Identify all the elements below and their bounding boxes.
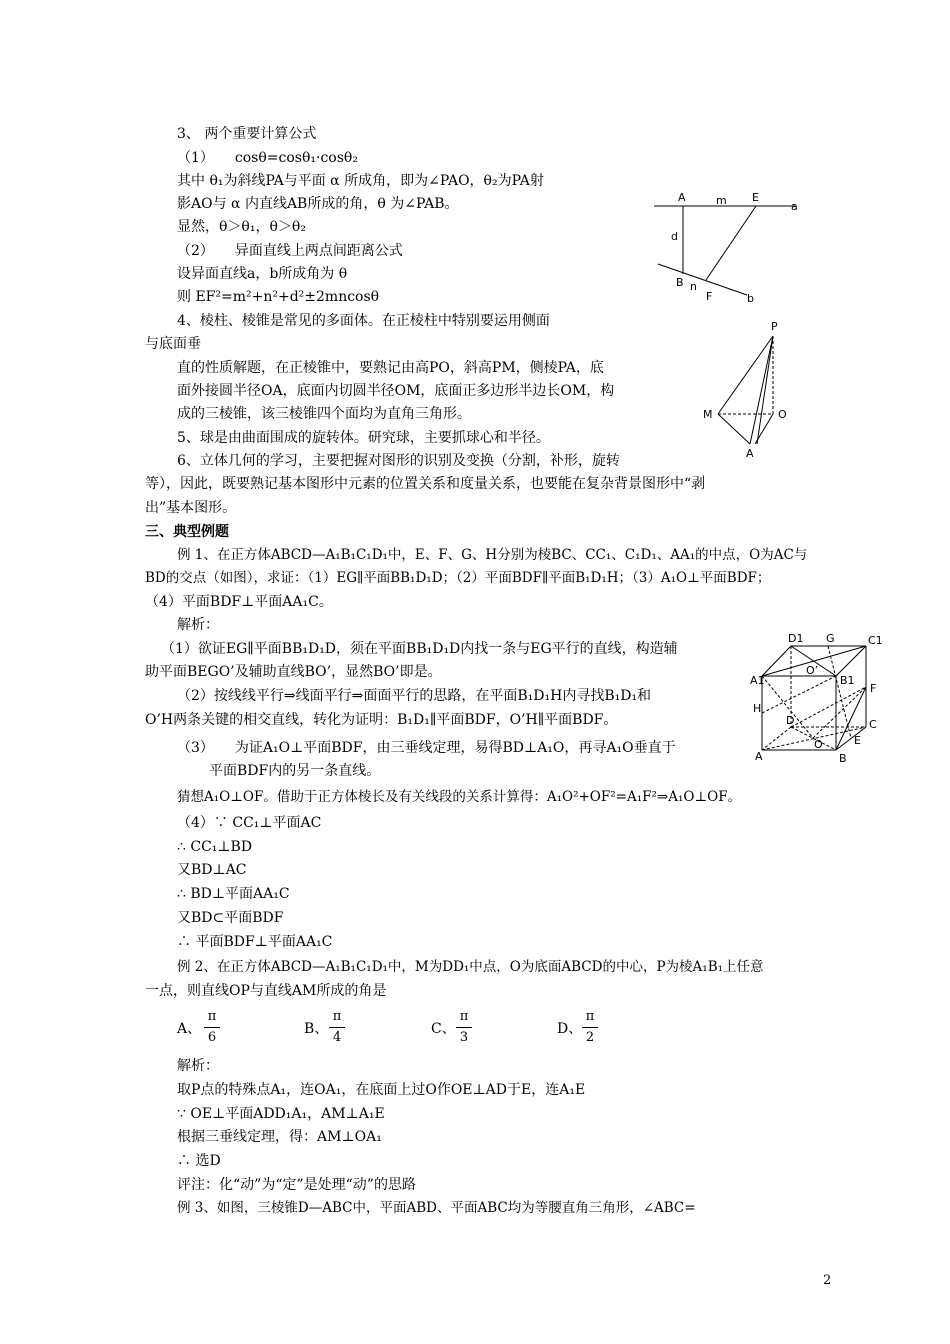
example-1: 例 1、在正方体ABCD—A₁B₁C₁D₁中，E、F、G、H分别为棱BC、CC₁、C₁D₁、AA₁的中点，O为AC与 <box>177 547 808 563</box>
text-line: 显然，θ＞θ₁，θ＞θ₂ <box>177 219 306 235</box>
solution-line: O’H两条关键的相交直线，转化为证明：B₁D₁∥平面BDF，O’H∥平面BDF。 <box>145 712 618 728</box>
label-a-point: A <box>678 191 686 204</box>
label-h: H <box>753 702 762 715</box>
text-line: 与底面垂 <box>145 336 201 352</box>
label-f: F <box>870 682 877 695</box>
example-2: 例 2、在正方体ABCD—A₁B₁C₁D₁中，M为DD₁中点，O为底面ABCD的中心，P为棱A₁B₁上任意 <box>177 959 764 975</box>
example-1-cont: BD的交点（如图），求证：（1）EG∥平面BB₁D₁D；（2）平面BDF∥平面B₁D₁H；（3）A₁O⊥平面BDF； <box>145 570 771 586</box>
label-n: n <box>690 280 697 293</box>
label-d1: D1 <box>788 632 804 645</box>
text-line: 直的性质解题，在正棱锥中，要熟记由高PO，斜高PM，侧棱PA，底 <box>177 360 604 376</box>
label-a: A <box>746 447 754 460</box>
label-m: M <box>703 408 713 421</box>
solution-line: ∵ OE⊥平面ADD₁A₁，AM⊥A₁E <box>177 1106 385 1122</box>
remark-line: 评注：化“动”为“定”是处理“动”的思路 <box>177 1177 416 1193</box>
solution-line: 助平面BEGO’及辅助直线BO’，显然BO’即是。 <box>145 664 442 680</box>
label-o: O <box>814 738 823 751</box>
label-f: F <box>706 290 713 303</box>
text-line: 6、立体几何的学习，主要把握对图形的识别及变换（分割，补形，旋转 <box>177 453 620 469</box>
text-line: 面外接圆半径OA，底面内切圆半径OM，底面正多边形半边长OM，构 <box>177 383 615 399</box>
solution-line: ∴ 选D <box>177 1153 221 1169</box>
label-a1: A1 <box>750 674 765 687</box>
choice-c-fraction: π 3 <box>454 1008 474 1047</box>
label-d: d <box>671 230 678 243</box>
solution-line: （3） 为证A₁O⊥平面BDF，由三垂线定理，易得BD⊥A₁O，再寻A₁O垂直于 <box>177 740 676 756</box>
label-m: m <box>716 194 727 207</box>
solution-line: （2）按线线平行⇒线面平行⇒面面平行的思路，在平面B₁D₁H内寻找B₁D₁和 <box>177 688 652 704</box>
choice-b-label: B、 <box>304 1021 329 1037</box>
label-d: D <box>786 714 795 727</box>
choice-b-fraction: π 4 <box>327 1008 347 1047</box>
label-o: O <box>778 408 787 421</box>
proof-line: （4）∵ CC₁⊥平面AC <box>177 815 322 831</box>
label-p: P <box>771 320 778 333</box>
proof-line: ∴ 平面BDF⊥平面AA₁C <box>177 934 333 950</box>
example-1-cont: （4）平面BDF⊥平面AA₁C。 <box>145 594 333 610</box>
choice-c-label: C、 <box>431 1021 456 1037</box>
solution-line: 猜想A₁O⊥OF。借助于正方体棱长及有关线段的关系计算得：A₁O²+OF²=A₁F²⇒A₁O⊥OF。 <box>177 789 742 805</box>
formula-1: （1） cosθ=cosθ₁·cosθ₂ <box>177 150 358 166</box>
text-line: 4、棱柱、棱锥是常见的多面体。在正棱柱中特别要运用侧面 <box>177 313 550 329</box>
solution-line: 平面BDF内的另一条直线。 <box>209 763 381 779</box>
page-number: 2 <box>823 1273 832 1288</box>
label-b1: B1 <box>840 674 855 687</box>
text-line: 出”基本图形。 <box>145 500 237 516</box>
formula-heading: 3、 两个重要计算公式 <box>177 126 317 142</box>
section-heading: 三、典型例题 <box>145 524 229 540</box>
choice-d-fraction: π 2 <box>580 1008 600 1047</box>
label-c: C <box>869 718 877 731</box>
text-line: 其中 θ₁为斜线PA与平面 α 所成角，即为∠PAO，θ₂为PA射 <box>177 173 544 189</box>
cube-figure <box>750 632 890 772</box>
text-line: 5、球是由曲面围成的旋转体。研究球，主要抓球心和半径。 <box>177 430 550 446</box>
label-e: E <box>854 734 861 747</box>
proof-line: ∴ BD⊥平面AA₁C <box>177 886 290 902</box>
text-line: 成的三棱锥，该三棱锥四个面均为直角三角形。 <box>177 406 471 422</box>
solution-line: （1）欲证EG∥平面BB₁D₁D，须在平面BB₁D₁D内找一条与EG平行的直线，构造辅 <box>161 641 678 657</box>
label-line-a: a <box>791 200 798 213</box>
label-a: A <box>755 750 763 763</box>
example-2-cont: 一点，则直线OP与直线AM所成的角是 <box>145 983 387 999</box>
label-g: G <box>826 632 835 645</box>
segment-ef <box>706 206 756 280</box>
label-e: E <box>752 191 759 204</box>
label-o-prime: O’ <box>806 664 819 677</box>
proof-line: 又BD⊂平面BDF <box>177 910 284 926</box>
label-b-point: B <box>676 276 684 289</box>
choice-d-label: D、 <box>557 1021 583 1037</box>
solution-label: 解析： <box>177 617 219 633</box>
proof-line: ∴ CC₁⊥BD <box>177 839 253 855</box>
proof-line: 又BD⊥AC <box>177 862 247 878</box>
text-line: 影AO与 α 内直线AB所成的角，θ 为∠PAB。 <box>177 196 459 212</box>
solution-label: 解析： <box>177 1058 219 1074</box>
choice-a-label: A、 <box>177 1021 202 1037</box>
skew-lines-figure <box>650 191 810 305</box>
choice-a-fraction: π 6 <box>202 1008 222 1047</box>
text-line: 设异面直线a，b所成角为 θ <box>177 266 348 282</box>
label-line-b: b <box>747 292 754 305</box>
formula-2: 则 EF²=m²+n²+d²±2mncosθ <box>177 289 380 305</box>
pyramid-figure <box>700 320 800 460</box>
line-b <box>658 264 747 295</box>
formula-2-heading: （2） 异面直线上两点间距离公式 <box>177 243 403 259</box>
label-c1: C1 <box>868 634 883 647</box>
text-line: 等），因此，既要熟记基本图形中元素的位置关系和度量关系，也要能在复杂背景图形中“剥 <box>145 476 706 492</box>
label-b: B <box>839 752 847 765</box>
solution-line: 取P点的特殊点A₁，连OA₁，在底面上过O作OE⊥AD于E，连A₁E <box>177 1082 586 1098</box>
example-3: 例 3、如图，三棱锥D—ABC中，平面ABD、平面ABC均为等腰直角三角形，∠ABC= <box>177 1200 696 1216</box>
solution-line: 根据三垂线定理，得：AM⊥OA₁ <box>177 1129 382 1145</box>
